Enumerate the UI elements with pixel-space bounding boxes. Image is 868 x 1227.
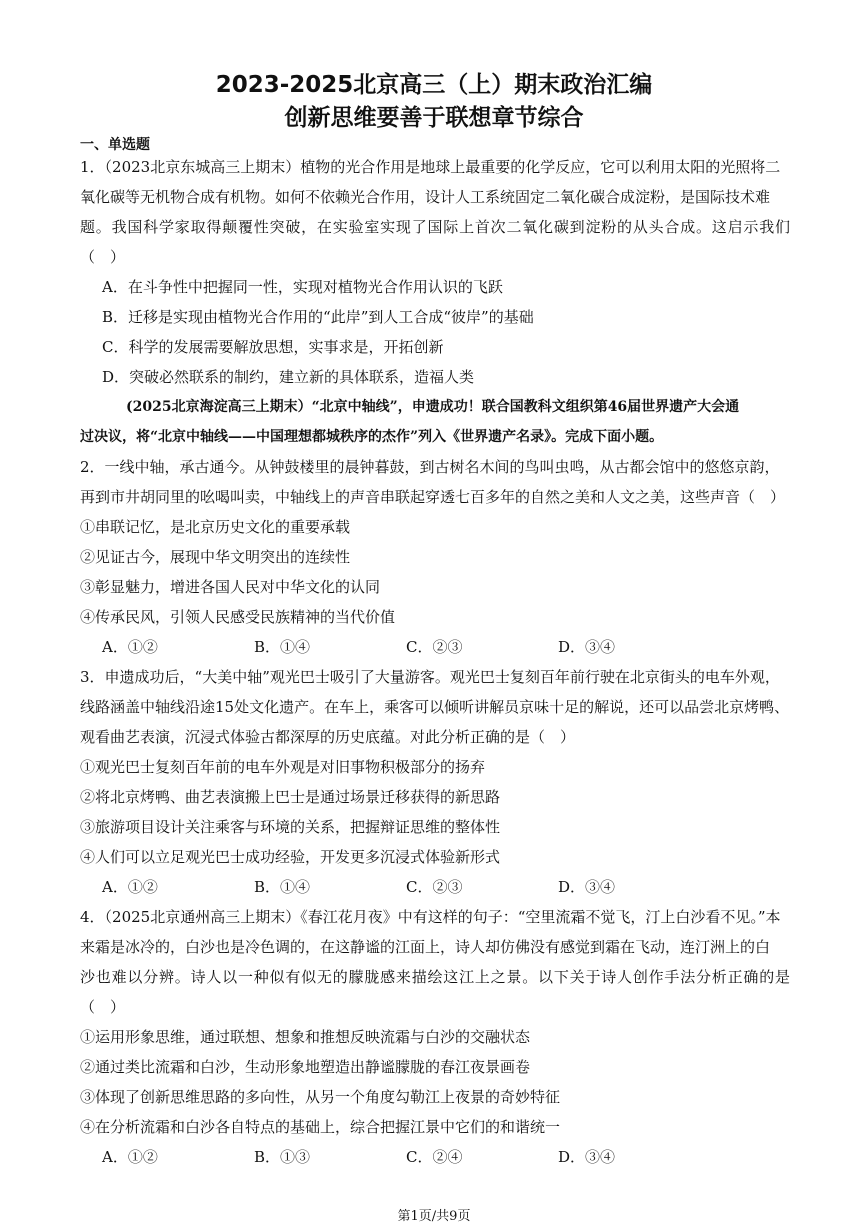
choice-b: B．①③ xyxy=(254,1148,311,1166)
question-text-line: 氧化碳等无机物合成有机物。如何不依赖光合作用，设计人工系统固定二氧化碳合成淀粉，是国际技术难 xyxy=(80,188,771,206)
option-b: B．迁移是实现由植物光合作用的“此岸”到人工合成“彼岸”的基础 xyxy=(102,308,534,326)
question-1 xyxy=(80,152,790,392)
statement-item: ③彰显魅力，增进各国人民对中华文化的认同 xyxy=(80,578,381,596)
choice-c: C．②③ xyxy=(406,878,463,896)
statement-item: ②通过类比流霜和白沙，生动形象地塑造出静谧朦胧的春江夜景画卷 xyxy=(80,1058,531,1076)
question-text-line: 线路涵盖中轴线沿途15处文化遗产。在车上，乘客可以倾听讲解员京味十足的解说，还可以品尝北京烤鸭、 xyxy=(80,698,790,716)
question-text-line: 3．申遗成功后，“大美中轴”观光巴士吸引了大量游客。观光巴士复刻百年前行驶在北京街头的电车外观， xyxy=(80,668,780,686)
question-4 xyxy=(80,902,790,1172)
intro-line: (2025北京海淀高三上期末）“北京中轴线”，申遗成功！联合国教科文组织第46届世界遗产大会通 xyxy=(126,399,740,415)
question-3 xyxy=(80,662,790,902)
question-text-line: 观看曲艺表演，沉浸式体验古都深厚的历史底蕴。对此分析正确的是（ ） xyxy=(80,728,576,746)
section-heading: 一、单选题 xyxy=(80,137,150,153)
statement-item: ①串联记忆，是北京历史文化的重要承载 xyxy=(80,518,351,536)
option-a: A．在斗争性中把握同一性，实现对植物光合作用认识的飞跃 xyxy=(102,278,503,296)
question-text-line: 4．（2025北京通州高三上期末）《春江花月夜》中有这样的句子：“空里流霜不觉飞，汀上白沙看不见。”本 xyxy=(80,908,781,926)
statement-item: ④传承民风，引领人民感受民族精神的当代价值 xyxy=(80,608,396,626)
choice-d: D．③④ xyxy=(558,638,616,656)
statement-item: ④人们可以立足观光巴士成功经验，开发更多沉浸式体验新形式 xyxy=(80,848,501,866)
statement-item: ③旅游项目设计关注乘客与环境的关系，把握辩证思维的整体性 xyxy=(80,818,501,836)
answer-choices xyxy=(80,632,790,662)
choice-a: A．①② xyxy=(102,638,158,656)
question-text-line: 题。我国科学家取得颠覆性突破，在实验室实现了国际上首次二氧化碳到淀粉的从头合成。这启示我们（ ） xyxy=(80,218,790,266)
choice-c: C．②④ xyxy=(406,1148,463,1166)
answer-choices xyxy=(80,1142,790,1172)
question-text-line: 2．一线中轴，承古通今。从钟鼓楼里的晨钟暮鼓，到古树名木间的鸟叫虫鸣，从古都会馆中的悠悠京韵， xyxy=(80,458,780,476)
question-body xyxy=(80,152,790,1172)
choice-d: D．③④ xyxy=(558,1148,616,1166)
option-c: C．科学的发展需要解放思想，实事求是，开拓创新 xyxy=(102,338,444,356)
answer-choices xyxy=(80,872,790,902)
page-number: 第1页/共9页 xyxy=(397,1209,471,1224)
statement-item: ①运用形象思维，通过联想、想象和推想反映流霜与白沙的交融状态 xyxy=(80,1028,531,1046)
statement-item: ①观光巴士复刻百年前的电车外观是对旧事物积极部分的扬弃 xyxy=(80,758,486,776)
option-d: D．突破必然联系的制约，建立新的具体联系，造福人类 xyxy=(102,368,475,386)
choice-a: A．①② xyxy=(102,878,158,896)
question-text-line: 来霜是冰冷的，白沙也是冷色调的，在这静谧的江面上，诗人却仿佛没有感觉到霜在飞动，连汀洲上的白 xyxy=(80,938,771,956)
intro-line: 过决议，将“北京中轴线——中国理想都城秩序的杰作”列入《世界遗产名录》。完成下面小题。 xyxy=(80,429,664,445)
choice-b: B．①④ xyxy=(254,638,311,656)
choice-c: C．②③ xyxy=(406,638,463,656)
question-2 xyxy=(80,452,790,662)
material-intro xyxy=(80,392,790,452)
choice-a: A．①② xyxy=(102,1148,158,1166)
statement-item: ③体现了创新思维思路的多向性，从另一个角度勾勒江上夜景的奇妙特征 xyxy=(80,1088,561,1106)
page-subtitle: 创新思维要善于联想章节综合 xyxy=(284,105,584,131)
question-text-line: 沙也难以分辨。诗人以一种似有似无的朦胧感来描绘这江上之景。以下关于诗人创作手法分析正确的是（ ） xyxy=(80,968,790,1016)
page-title: 2023-2025北京高三（上）期末政治汇编 xyxy=(215,72,653,98)
question-text-line: 再到市井胡同里的吆喝叫卖，中轴线上的声音串联起穿透七百多年的自然之美和人文之美，这些声音（ ） xyxy=(80,488,786,506)
statement-item: ②将北京烤鸭、曲艺表演搬上巴士是通过场景迁移获得的新思路 xyxy=(80,788,501,806)
statement-item: ④在分析流霜和白沙各自特点的基础上，综合把握江景中它们的和谐统一 xyxy=(80,1118,561,1136)
choice-b: B．①④ xyxy=(254,878,311,896)
statement-item: ②见证古今，展现中华文明突出的连续性 xyxy=(80,548,351,566)
choice-d: D．③④ xyxy=(558,878,616,896)
question-text-line: 1．（2023北京东城高三上期末）植物的光合作用是地球上最重要的化学反应，它可以利用太阳的光照将二 xyxy=(80,158,781,176)
